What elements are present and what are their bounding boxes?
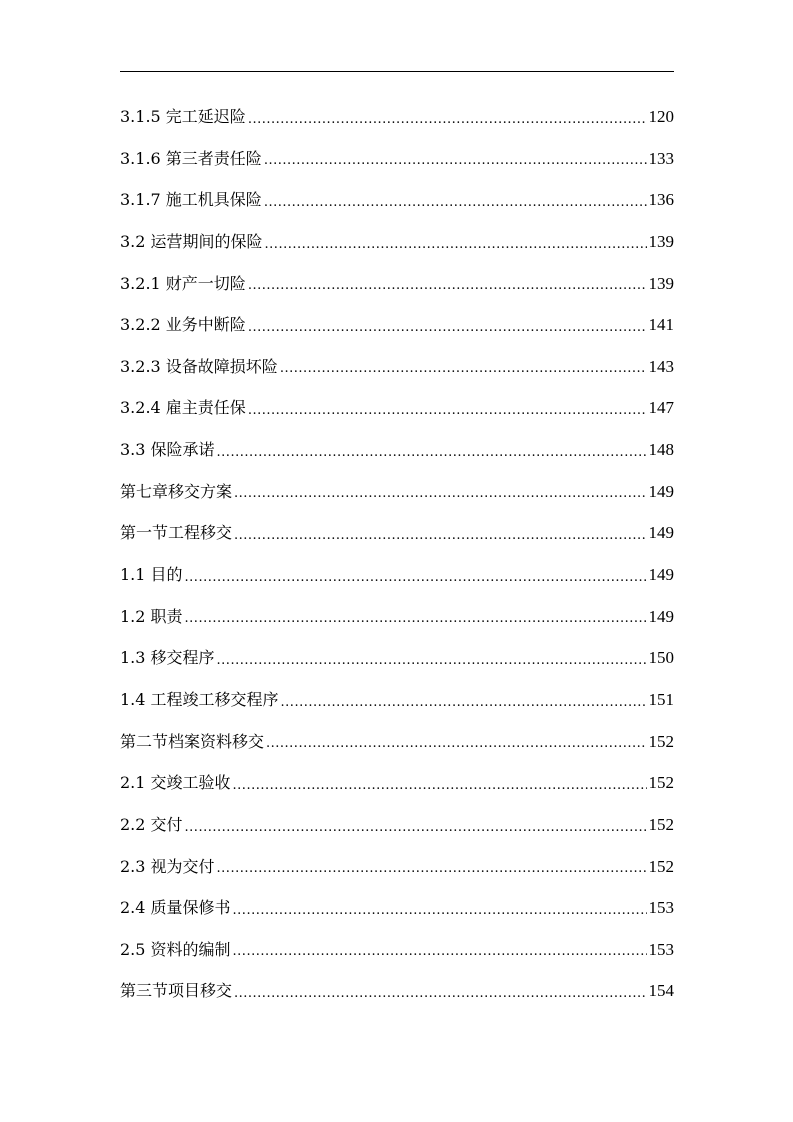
toc-page-number: 152 — [648, 731, 674, 751]
toc-page-number: 154 — [648, 981, 674, 1001]
toc-entry-title: 第三节项目移交 — [120, 981, 233, 1001]
toc-entry-title: 3.2.4 雇主责任保 — [120, 398, 246, 418]
toc-dot-leader — [217, 435, 647, 471]
toc-entry[interactable] — [120, 96, 674, 138]
toc-dot-leader — [217, 643, 647, 679]
toc-entry-title: 3.1.6 第三者责任险 — [120, 148, 262, 168]
toc-dot-leader — [281, 685, 647, 721]
toc-entry-title: 3.2.2 业务中断险 — [120, 315, 246, 335]
toc-page-number: 149 — [648, 523, 674, 543]
table-of-contents — [120, 96, 674, 1012]
toc-dot-leader — [234, 518, 646, 554]
toc-page-number: 139 — [648, 231, 674, 251]
toc-entry-title: 2.3 视为交付 — [120, 856, 215, 876]
toc-entry-title: 3.3 保险承诺 — [120, 440, 215, 460]
toc-entry-title: 1.4 工程竣工移交程序 — [120, 689, 279, 709]
toc-entry[interactable] — [120, 762, 674, 804]
toc-entry[interactable] — [120, 304, 674, 346]
toc-entry-title: 3.1.5 完工延迟险 — [120, 106, 246, 126]
toc-dot-leader — [265, 227, 647, 263]
toc-page-number: 151 — [648, 689, 674, 709]
toc-entry[interactable] — [120, 554, 674, 596]
toc-page-number: 149 — [648, 606, 674, 626]
toc-page-number: 152 — [648, 773, 674, 793]
toc-entry[interactable] — [120, 387, 674, 429]
toc-entry[interactable] — [120, 970, 674, 1012]
toc-entry-title: 3.2.1 财产一切险 — [120, 273, 246, 293]
toc-dot-leader — [248, 102, 647, 138]
toc-entry[interactable] — [120, 346, 674, 388]
toc-dot-leader — [233, 893, 647, 929]
toc-dot-leader — [217, 851, 647, 887]
toc-dot-leader — [266, 726, 646, 762]
toc-page-number: 152 — [648, 856, 674, 876]
toc-dot-leader — [234, 976, 646, 1012]
toc-entry-title: 3.2.3 设备故障损坏险 — [120, 356, 278, 376]
toc-page-number: 149 — [648, 565, 674, 585]
toc-entry[interactable] — [120, 596, 674, 638]
toc-page-number: 133 — [648, 148, 674, 168]
toc-entry[interactable] — [120, 929, 674, 971]
toc-dot-leader — [233, 768, 647, 804]
toc-dot-leader — [185, 810, 647, 846]
toc-entry-title: 1.2 职责 — [120, 606, 183, 626]
toc-page-number: 141 — [648, 315, 674, 335]
toc-entry-title: 第七章移交方案 — [120, 481, 233, 501]
toc-entry-title: 3.1.7 施工机具保险 — [120, 190, 262, 210]
toc-page-number: 136 — [648, 190, 674, 210]
toc-page-number: 148 — [648, 440, 674, 460]
toc-entry-title: 1.3 移交程序 — [120, 648, 215, 668]
toc-page-number: 139 — [648, 273, 674, 293]
toc-entry[interactable] — [120, 721, 674, 763]
toc-entry[interactable] — [120, 846, 674, 888]
toc-dot-leader — [248, 310, 647, 346]
toc-entry-title: 3.2 运营期间的保险 — [120, 231, 263, 251]
toc-page-number: 150 — [648, 648, 674, 668]
toc-entry-title: 1.1 目的 — [120, 565, 183, 585]
toc-entry-title: 第一节工程移交 — [120, 523, 233, 543]
toc-page-number: 152 — [648, 814, 674, 834]
toc-entry[interactable] — [120, 512, 674, 554]
toc-dot-leader — [248, 268, 647, 304]
toc-page-number: 153 — [648, 898, 674, 918]
toc-entry-title: 2.5 资料的编制 — [120, 939, 231, 959]
toc-entry[interactable] — [120, 804, 674, 846]
toc-entry[interactable] — [120, 637, 674, 679]
toc-dot-leader — [185, 601, 647, 637]
toc-entry[interactable] — [120, 471, 674, 513]
toc-dot-leader — [248, 393, 647, 429]
toc-page-number: 153 — [648, 939, 674, 959]
toc-entry[interactable] — [120, 887, 674, 929]
toc-dot-leader — [280, 351, 647, 387]
toc-dot-leader — [264, 185, 647, 221]
toc-entry[interactable] — [120, 221, 674, 263]
toc-entry[interactable] — [120, 263, 674, 305]
toc-entry[interactable] — [120, 179, 674, 221]
toc-entry-title: 2.4 质量保修书 — [120, 898, 231, 918]
toc-entry-title: 2.2 交付 — [120, 814, 183, 834]
toc-page-number: 149 — [648, 481, 674, 501]
toc-entry[interactable] — [120, 679, 674, 721]
toc-dot-leader — [185, 560, 647, 596]
toc-page-number: 120 — [648, 106, 674, 126]
toc-entry-title: 2.1 交竣工验收 — [120, 773, 231, 793]
toc-entry-title: 第二节档案资料移交 — [120, 731, 265, 751]
toc-entry[interactable] — [120, 429, 674, 471]
toc-entry[interactable] — [120, 138, 674, 180]
toc-page-number: 143 — [648, 356, 674, 376]
toc-page-number: 147 — [648, 398, 674, 418]
toc-dot-leader — [234, 476, 646, 512]
toc-dot-leader — [233, 934, 647, 970]
header-rule — [120, 71, 674, 72]
toc-dot-leader — [264, 143, 647, 179]
